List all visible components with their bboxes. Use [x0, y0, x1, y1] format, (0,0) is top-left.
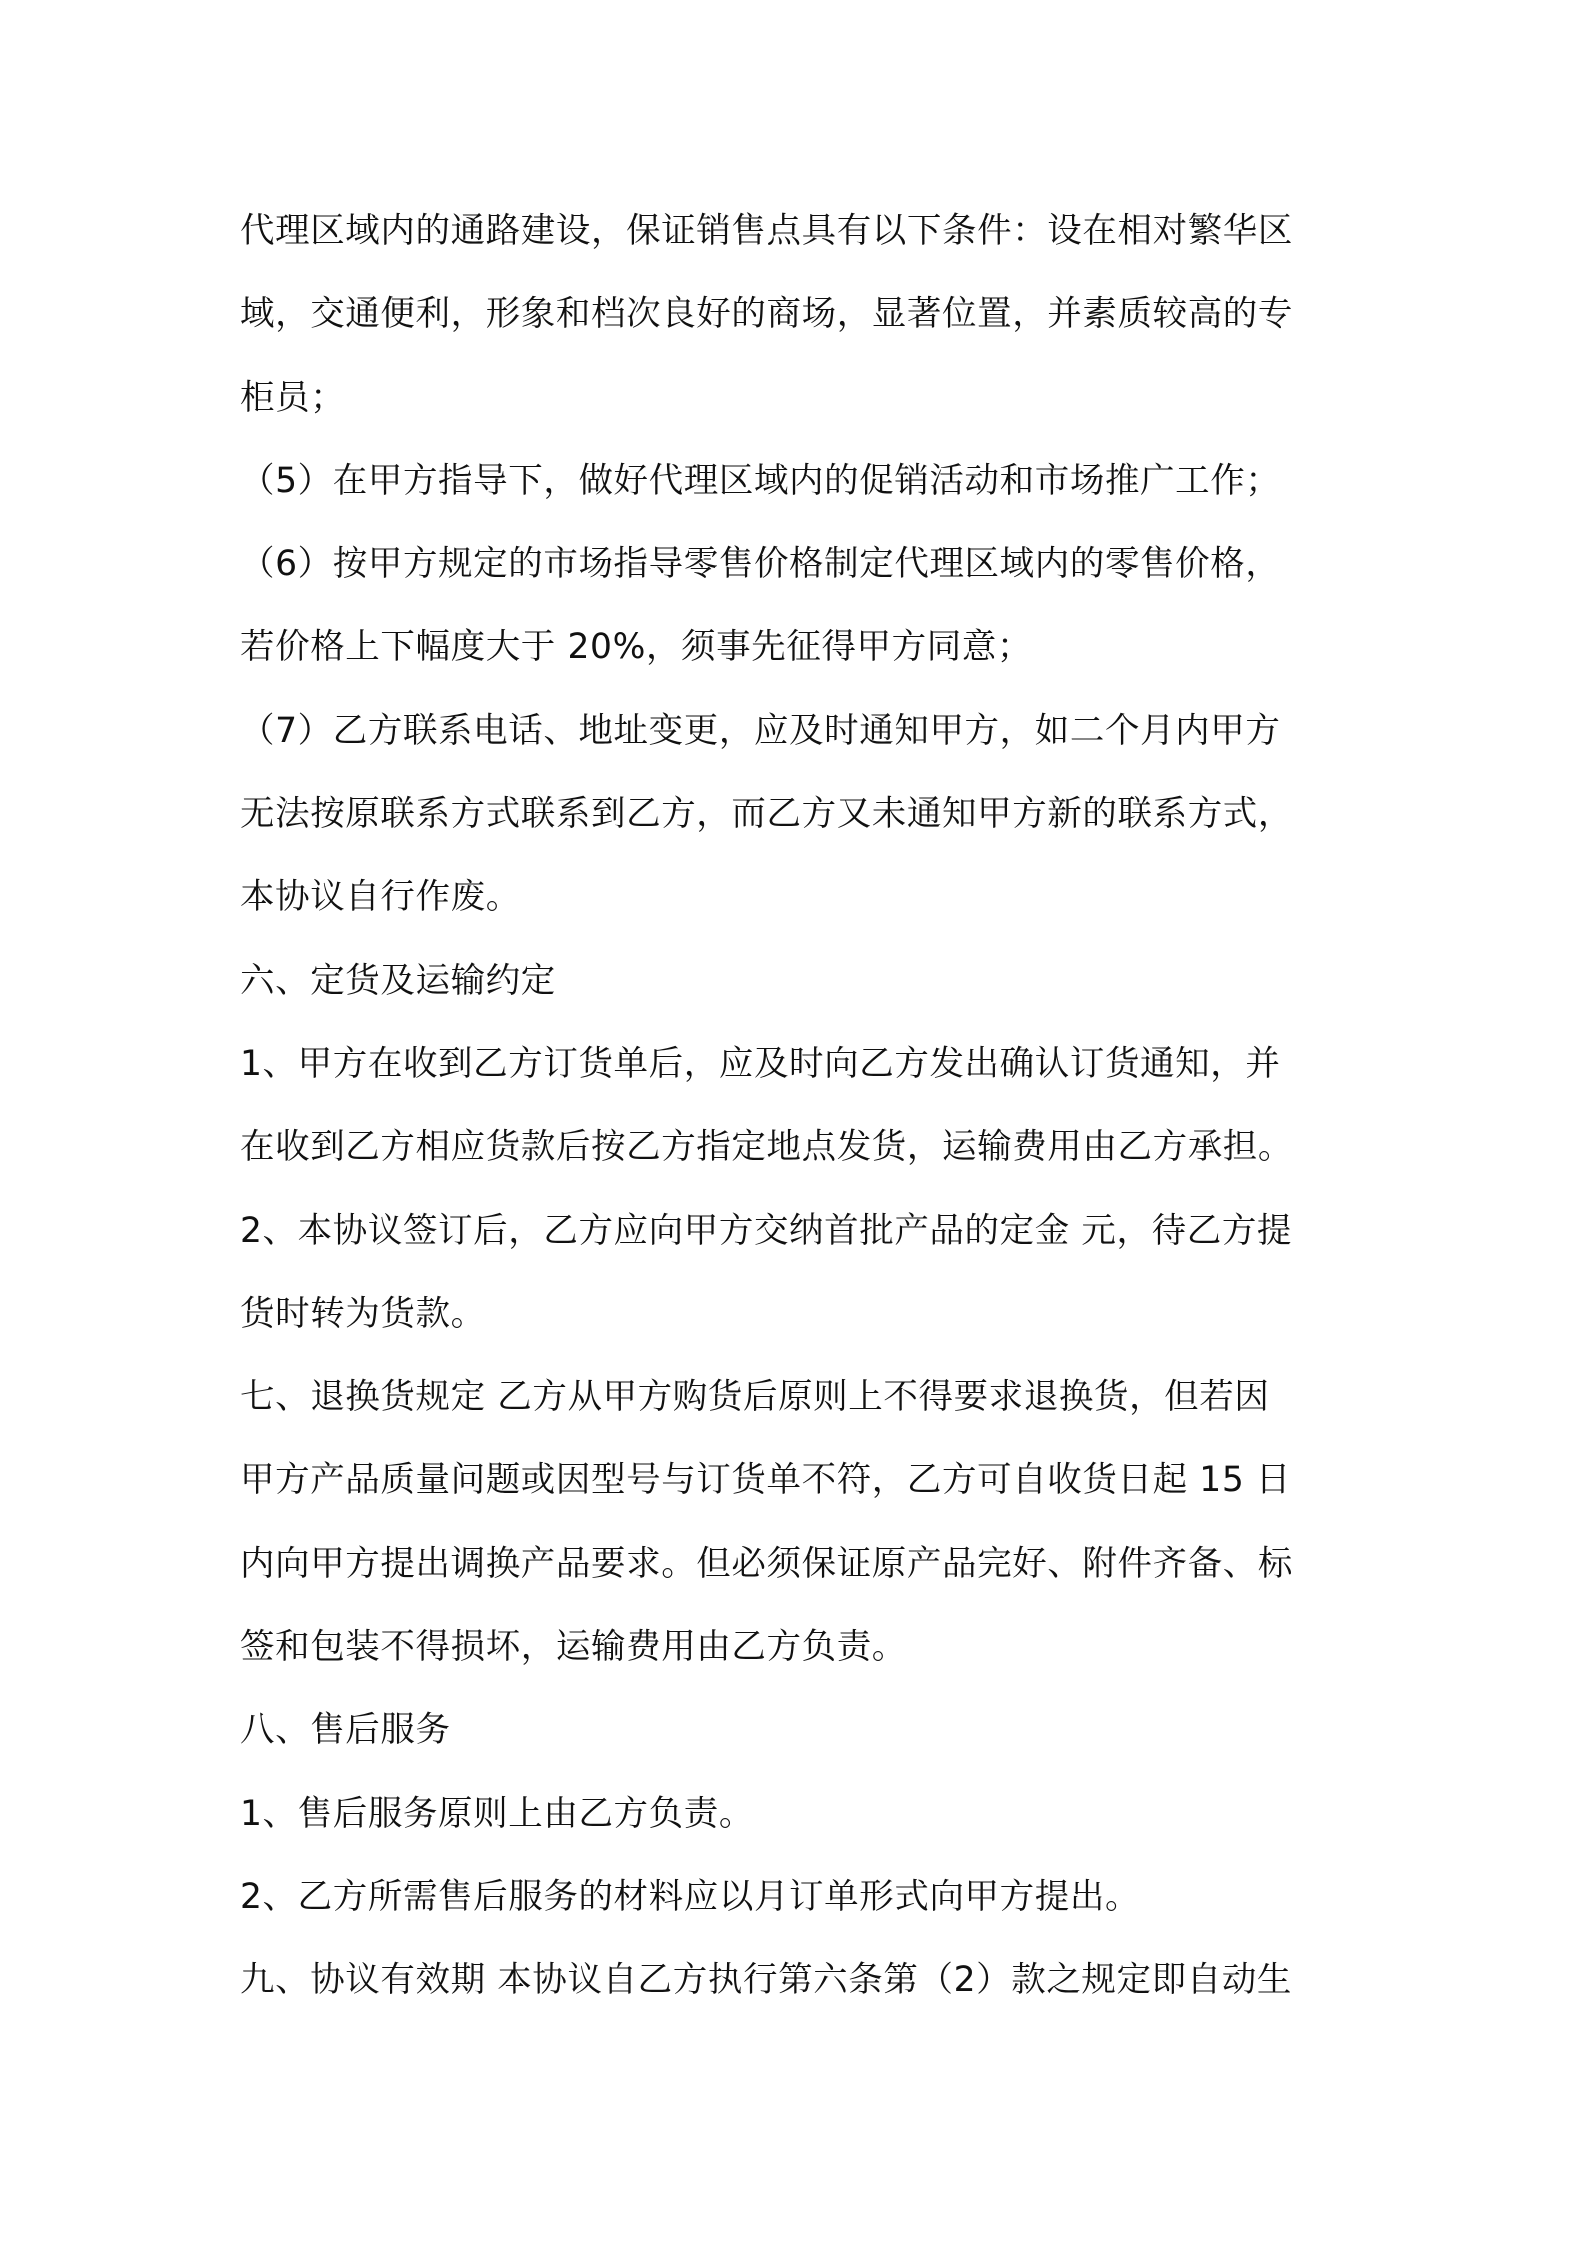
section-heading-7: 七、退换货规定 乙方从甲方购货后原则上不得要求退换货，但若因 [240, 1377, 1270, 1418]
text-line: 域，交通便利，形象和档次良好的商场，显著位置，并素质较高的专 [240, 294, 1293, 335]
text-line: 货时转为货款。 [240, 1293, 486, 1334]
text-line: 1、售后服务原则上由乙方负责。 [240, 1793, 754, 1834]
text-line: 2、本协议签订后，乙方应向甲方交纳首批产品的定金 元，待乙方提 [240, 1210, 1293, 1251]
text-line: 内向甲方提出调换产品要求。但必须保证原产品完好、附件齐备、标 [240, 1543, 1293, 1584]
section-heading-6: 六、定货及运输约定 [240, 960, 556, 1001]
text-line: 签和包装不得损坏，运输费用由乙方负责。 [240, 1627, 907, 1668]
section-heading-9: 九、协议有效期 本协议自乙方执行第六条第（2）款之规定即自动生 [240, 1960, 1293, 2001]
text-line: 柜员； [240, 377, 346, 418]
contract-text [240, 190, 1360, 2023]
clause-5-line: （5）在甲方指导下，做好代理区域内的促销活动和市场推广工作； [240, 460, 1281, 501]
text-line: 甲方产品质量问题或因型号与订货单不符，乙方可自收货日起 15 日 [240, 1460, 1292, 1501]
section-heading-8: 八、售后服务 [240, 1710, 451, 1751]
clause-6-line: （6）按甲方规定的市场指导零售价格制定代理区域内的零售价格， [240, 544, 1281, 585]
text-line: 本协议自行作废。 [240, 877, 521, 918]
text-line: 1、甲方在收到乙方订货单后，应及时向乙方发出确认订货通知，并 [240, 1043, 1281, 1084]
text-line: 若价格上下幅度大于 20%，须事先征得甲方同意； [240, 627, 1033, 668]
text-line: 代理区域内的通路建设，保证销售点具有以下条件：设在相对繁华区 [240, 211, 1293, 251]
text-line: 2、乙方所需售后服务的材料应以月订单形式向甲方提出。 [240, 1876, 1141, 1917]
clause-7-line: （7）乙方联系电话、地址变更，应及时通知甲方，如二个月内甲方 [240, 710, 1281, 751]
text-line: 在收到乙方相应货款后按乙方指定地点发货，运输费用由乙方承担。 [240, 1127, 1293, 1168]
text-line: 无法按原联系方式联系到乙方，而乙方又未通知甲方新的联系方式， [240, 794, 1293, 835]
